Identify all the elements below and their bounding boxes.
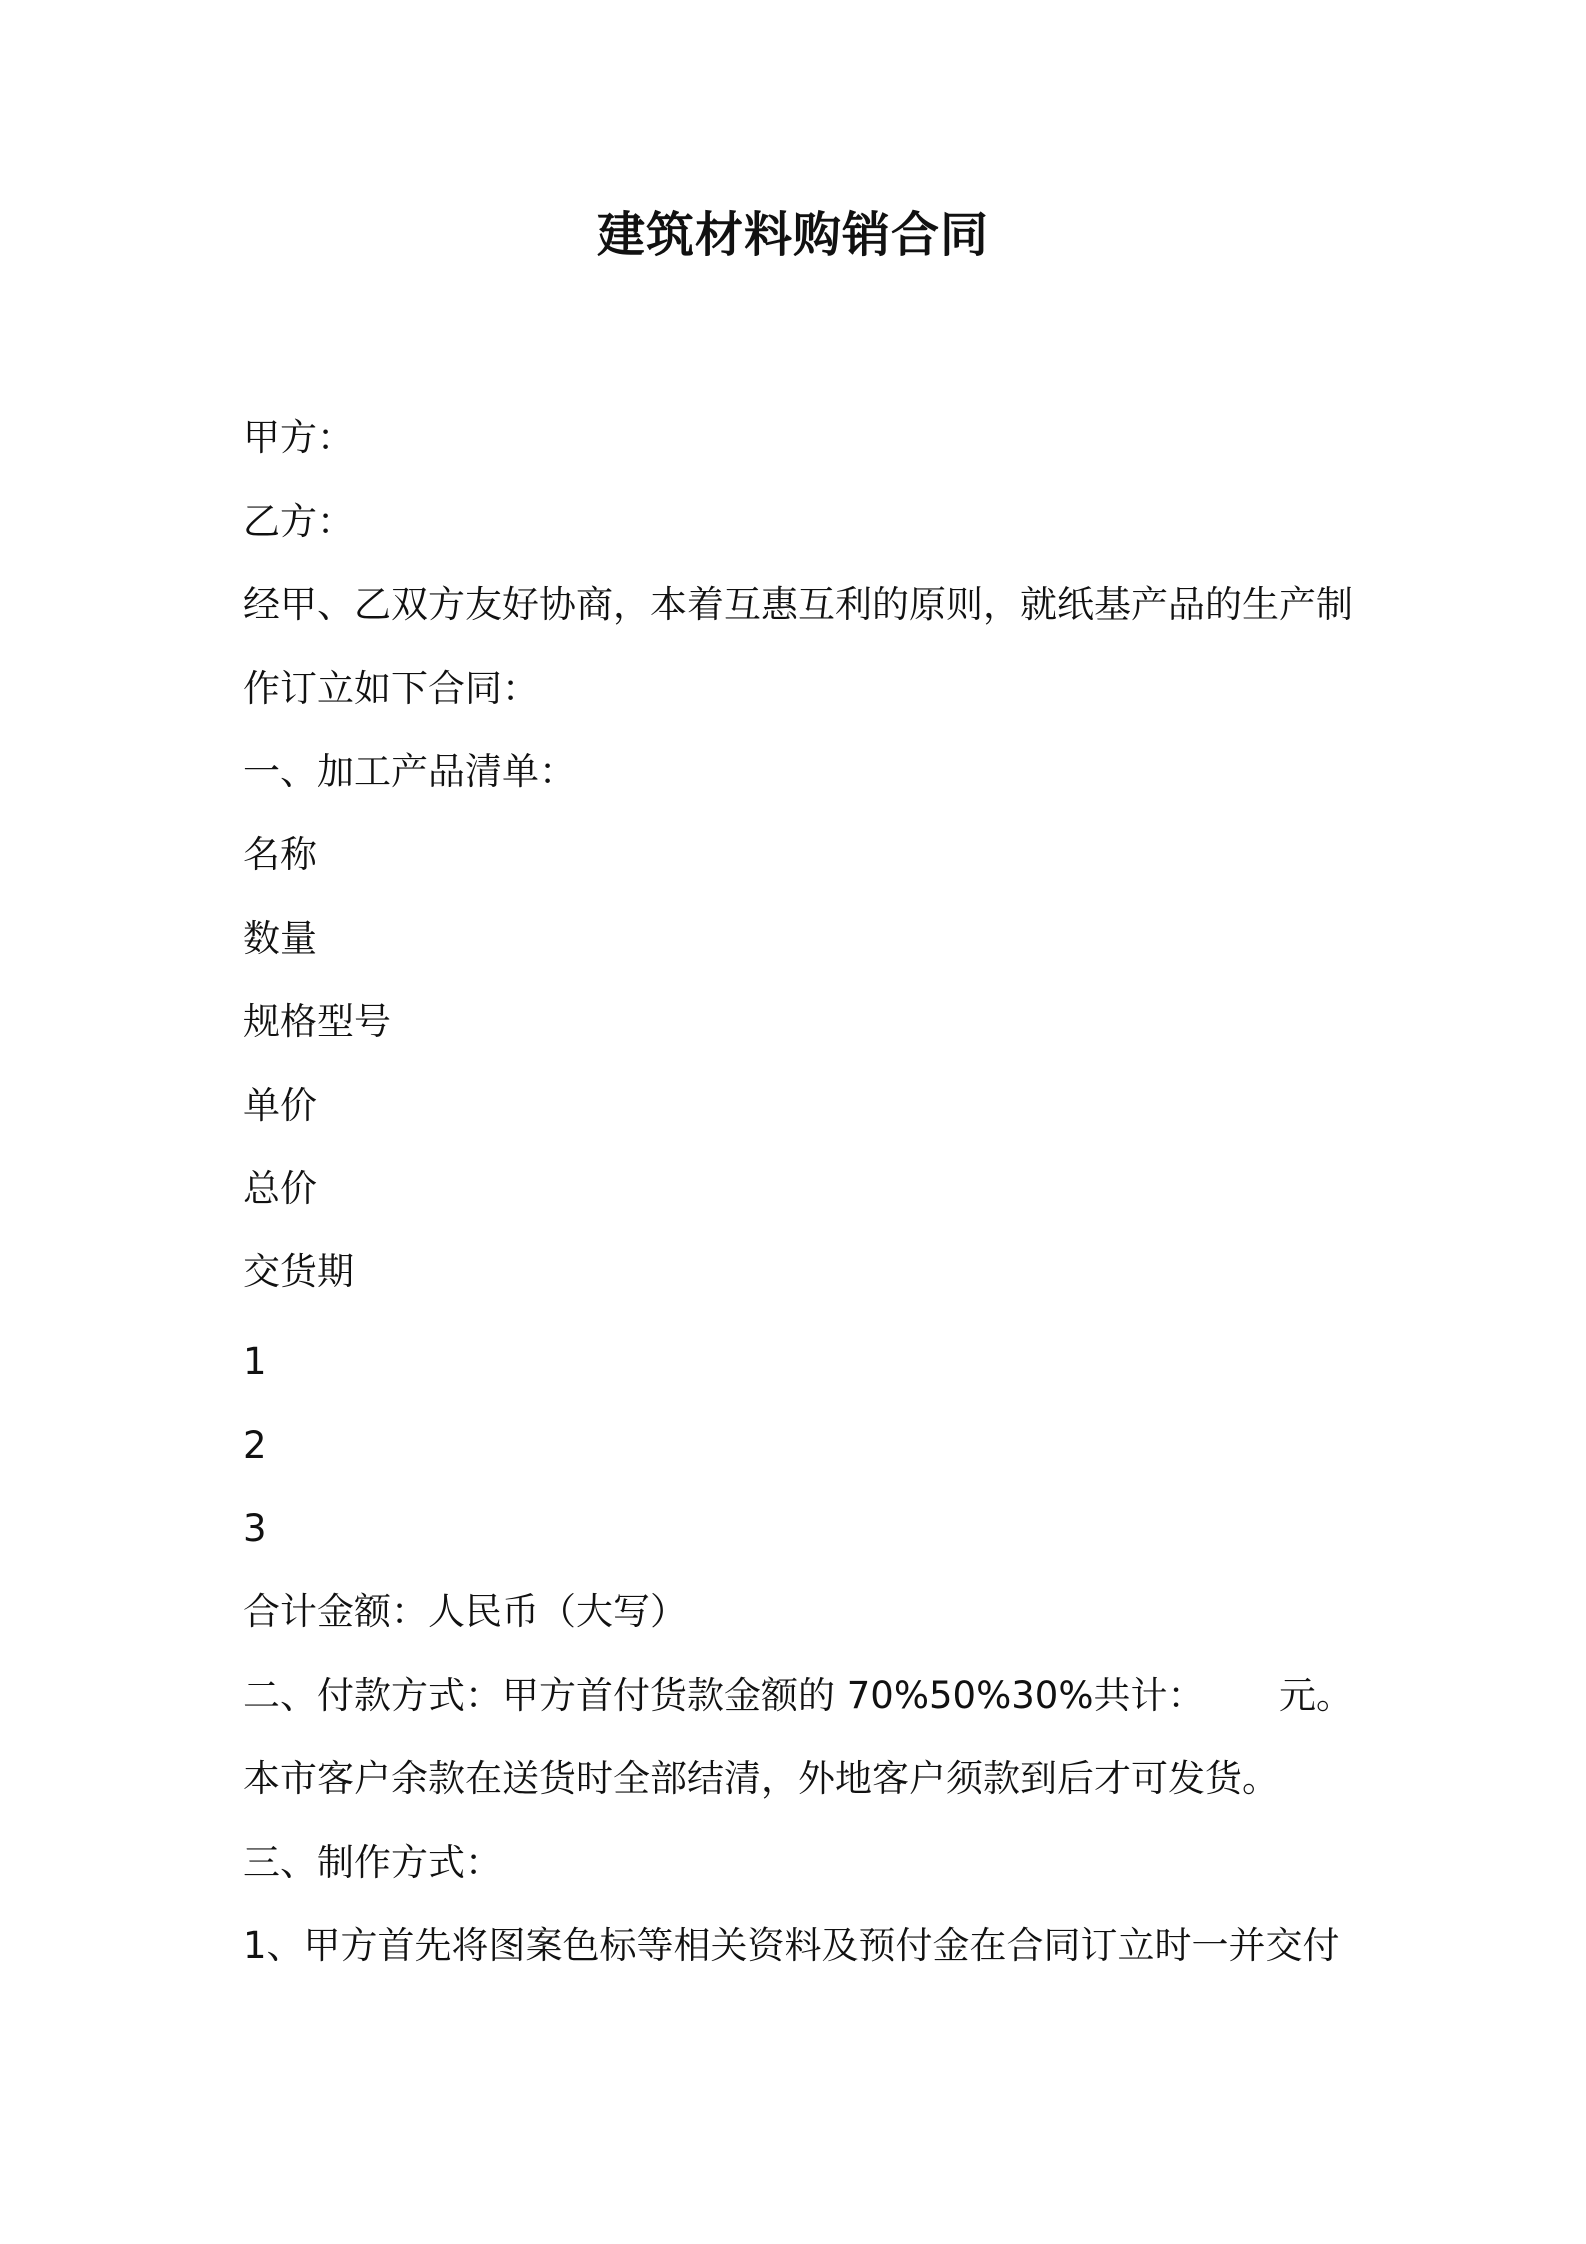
product-field-spec: 规格型号 xyxy=(243,1000,391,1043)
party-a-label: 甲方： xyxy=(243,416,354,459)
total-amount-label: 合计金额：人民币（大写） xyxy=(243,1590,687,1633)
intro-paragraph-line-1: 经甲、乙双方友好协商，本着互惠互利的原则，就纸基产品的生产制 xyxy=(243,583,1353,626)
section-3-heading: 三、制作方式： xyxy=(243,1841,502,1884)
product-field-total-price: 总价 xyxy=(243,1167,317,1210)
section-1-heading: 一、加工产品清单： xyxy=(243,750,576,793)
document-title: 建筑材料购销合同 xyxy=(596,207,989,263)
payment-terms-line xyxy=(243,1672,1353,1720)
section-3-item-1: 1、甲方首先将图案色标等相关资料及预付金在合同订立时一并交付 xyxy=(243,1924,1340,1967)
payment-unit: 元。 xyxy=(1279,1674,1353,1717)
item-number: 1 xyxy=(243,1340,267,1383)
item-number: 2 xyxy=(243,1424,267,1467)
product-field-delivery: 交货期 xyxy=(243,1250,354,1293)
intro-paragraph-line-2: 作订立如下合同： xyxy=(243,667,539,710)
balance-terms: 本市客户余款在送货时全部结清，外地客户须款到后才可发货。 xyxy=(243,1757,1279,1800)
payment-terms-text: 二、付款方式：甲方首付货款金额的 70%50%30%共计： xyxy=(243,1674,1205,1717)
product-field-unit-price: 单价 xyxy=(243,1084,317,1127)
item-number: 3 xyxy=(243,1507,267,1550)
product-field-name: 名称 xyxy=(243,833,317,876)
party-b-label: 乙方： xyxy=(243,500,354,543)
product-field-quantity: 数量 xyxy=(243,917,317,960)
